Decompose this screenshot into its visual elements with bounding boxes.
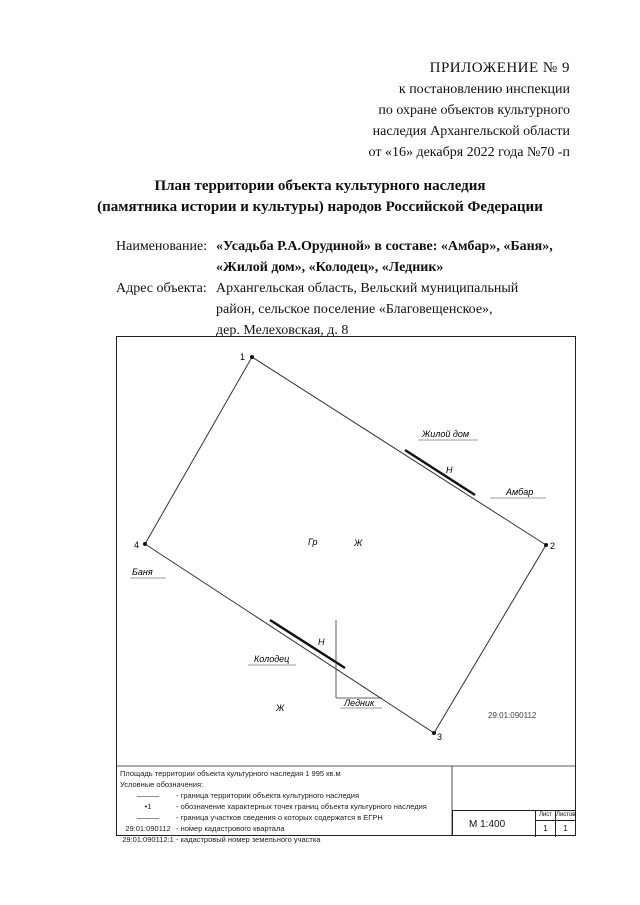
label-cellar: Ледник (344, 698, 375, 708)
legend-symbol: ——— (136, 813, 160, 822)
sheet-number: 1 (543, 824, 548, 833)
point-label: 4 (134, 540, 140, 550)
sheet-head: Лист (536, 811, 555, 821)
label-zh: Ж (276, 703, 285, 713)
boundary-point (544, 543, 548, 547)
territory-boundary (145, 357, 546, 733)
legend-symbol: ——— (136, 791, 160, 800)
address-key: Адрес объекта: (116, 281, 207, 296)
boundary-point (432, 731, 436, 735)
name-value: «Усадьба Р.А.Орудиной» в составе: «Амбар», «Баня», (216, 239, 553, 254)
label-gr: Гр (308, 537, 318, 547)
name-key: Наименование: (116, 239, 208, 254)
legend-symbol: 29:01:090112 (125, 824, 171, 833)
label-bath: Баня (132, 567, 153, 577)
legend-text: - обозначение характерных точек границ объекта культурного наследия (176, 802, 427, 811)
label-well: Колодец (254, 654, 290, 664)
scale-label: М 1:400 (469, 819, 506, 830)
sheets-head: Листов (556, 811, 575, 821)
area-text: Площадь территории объекта культурного наследия 1 995 кв.м (120, 769, 341, 778)
label-barn: Амбар (506, 487, 534, 497)
legend-text: - номер кадастрового квартала (176, 824, 285, 833)
name-value-cont: «Жилой дом», «Колодец», «Ледник» (216, 260, 444, 275)
appendix-line: наследия Архангельской области (372, 124, 570, 139)
legend-symbol: •1 (144, 802, 152, 811)
title-line: (памятника истории и культуры) народов Российской Федерации (97, 199, 543, 215)
sheets-cell (555, 811, 575, 837)
point-label: 2 (550, 541, 556, 551)
address-value: Архангельская область, Вельский муниципальный (216, 281, 519, 296)
label-house: Жилой дом (422, 429, 469, 439)
label-n: Н (318, 637, 325, 647)
legend-symbol: 29:01:090112:1 (122, 835, 174, 844)
legend-heading: Условные обозначения: (120, 780, 204, 789)
appendix-title: ПРИЛОЖЕНИЕ № 9 (429, 60, 570, 76)
title-line: План территории объекта культурного наследия (154, 178, 486, 194)
legend (120, 768, 427, 845)
boundary-point (250, 355, 254, 359)
point-label: 1 (240, 352, 246, 362)
appendix-date-line: от «16» декабря 2022 года №70 -п (368, 145, 570, 160)
cadastral-quarter-label: 29:01:090112 (488, 711, 537, 720)
label-n: Н (446, 465, 453, 475)
point-label: 3 (437, 732, 443, 742)
legend-text: - граница участков сведения о которых содержатся в ЕГРН (176, 813, 383, 822)
address-value-cont: дер. Мелеховская, д. 8 (216, 323, 349, 338)
appendix-line: к постановлению инспекции (398, 82, 570, 97)
sheets-number: 1 (563, 824, 568, 833)
address-value-cont: район, сельское поселение «Благовещенское», (216, 302, 493, 317)
legend-text: - граница территории объекта культурного наследия (176, 791, 360, 800)
sheet-cell (535, 811, 555, 837)
label-zh: Ж (354, 538, 363, 548)
boundary-point (143, 542, 147, 546)
parcel-boundary-segment (405, 450, 475, 495)
scale-box (452, 810, 576, 836)
appendix-line: по охране объектов культурного (378, 103, 570, 118)
legend-text: - кадастровый номер земельного участка (176, 835, 321, 844)
